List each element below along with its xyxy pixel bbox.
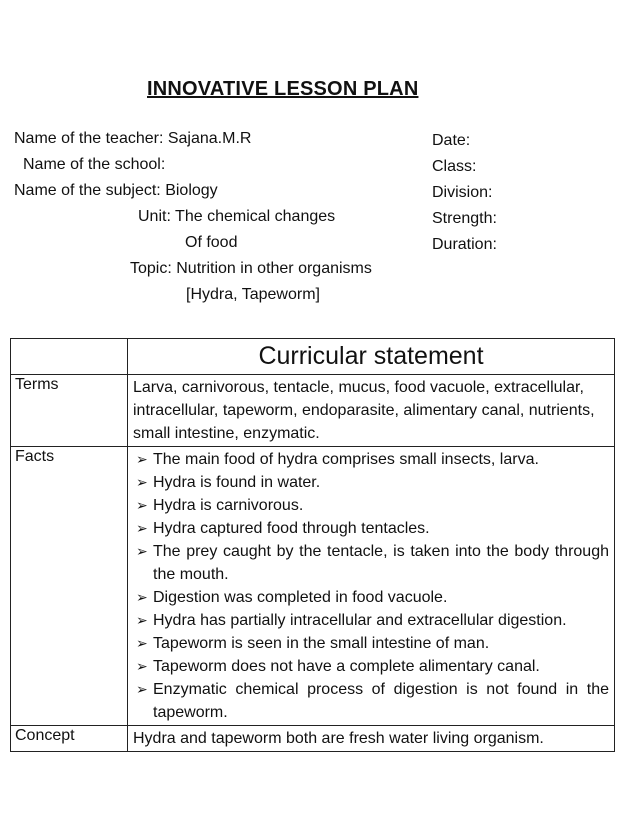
lesson-info-left	[14, 126, 414, 308]
unit-line-2: Of food	[185, 234, 238, 251]
topic-line-2: [Hydra, Tapeworm]	[186, 286, 320, 303]
fact-text: Enzymatic chemical process of digestion is not found in the tapeworm.	[153, 681, 609, 721]
arrowhead-bullet-icon: ➢	[136, 451, 148, 467]
arrowhead-bullet-icon: ➢	[136, 497, 148, 513]
table-header-row	[11, 339, 615, 375]
division-label: Division:	[432, 184, 493, 201]
facts-list	[133, 448, 609, 724]
fact-text: Digestion was completed in food vacuole.	[153, 589, 448, 606]
arrowhead-bullet-icon: ➢	[136, 589, 148, 605]
fact-item	[133, 494, 609, 517]
teacher-name: Name of the teacher: Sajana.M.R	[14, 130, 252, 147]
fact-item	[133, 448, 609, 471]
class-label: Class:	[432, 158, 477, 175]
arrowhead-bullet-icon: ➢	[136, 635, 148, 651]
arrowhead-bullet-icon: ➢	[136, 681, 148, 697]
fact-item	[133, 609, 609, 632]
duration-label: Duration:	[432, 236, 497, 253]
fact-text: Hydra is carnivorous.	[153, 497, 304, 514]
terms-label: Terms	[11, 375, 128, 447]
curricular-statement-table	[10, 338, 615, 752]
header-empty-cell	[11, 339, 128, 375]
terms-row	[11, 375, 615, 447]
unit-line-1: Unit: The chemical changes	[138, 208, 336, 225]
facts-cell	[128, 447, 615, 726]
topic-line-1: Topic: Nutrition in other organisms	[130, 260, 372, 277]
fact-text: Tapeworm does not have a complete alimentary canal.	[153, 658, 540, 675]
fact-text: Hydra has partially intracellular and extracellular digestion.	[153, 612, 567, 629]
facts-row	[11, 447, 615, 726]
lesson-info-right	[432, 128, 497, 258]
fact-item	[133, 517, 609, 540]
subject-name: Name of the subject: Biology	[14, 182, 218, 199]
fact-item	[133, 471, 609, 494]
curricular-statement-heading: Curricular statement	[128, 339, 615, 375]
fact-text: Hydra is found in water.	[153, 474, 321, 491]
arrowhead-bullet-icon: ➢	[136, 543, 148, 559]
concept-text: Hydra and tapeworm both are fresh water living organism.	[128, 726, 615, 752]
arrowhead-bullet-icon: ➢	[136, 474, 148, 490]
fact-text: Hydra captured food through tentacles.	[153, 520, 430, 537]
terms-text: Larva, carnivorous, tentacle, mucus, food vacuole, extracellular, intracellular, tapeworm, endoparasite, alimentary canal, nutrients, small intestine, enzymatic.	[128, 375, 615, 447]
concept-row	[11, 726, 615, 752]
fact-item	[133, 632, 609, 655]
concept-label: Concept	[11, 726, 128, 752]
arrowhead-bullet-icon: ➢	[136, 658, 148, 674]
fact-item	[133, 586, 609, 609]
fact-text: Tapeworm is seen in the small intestine of man.	[153, 635, 490, 652]
fact-item	[133, 678, 609, 724]
fact-item	[133, 655, 609, 678]
facts-label: Facts	[11, 447, 128, 726]
fact-text: The prey caught by the tentacle, is taken into the body through the mouth.	[153, 543, 609, 583]
arrowhead-bullet-icon: ➢	[136, 520, 148, 536]
fact-item	[133, 540, 609, 586]
date-label: Date:	[432, 132, 471, 149]
arrowhead-bullet-icon: ➢	[136, 612, 148, 628]
school-name: Name of the school:	[23, 156, 166, 173]
page-title: INNOVATIVE LESSON PLAN	[147, 78, 419, 100]
fact-text: The main food of hydra comprises small insects, larva.	[153, 451, 539, 468]
strength-label: Strength:	[432, 210, 497, 227]
